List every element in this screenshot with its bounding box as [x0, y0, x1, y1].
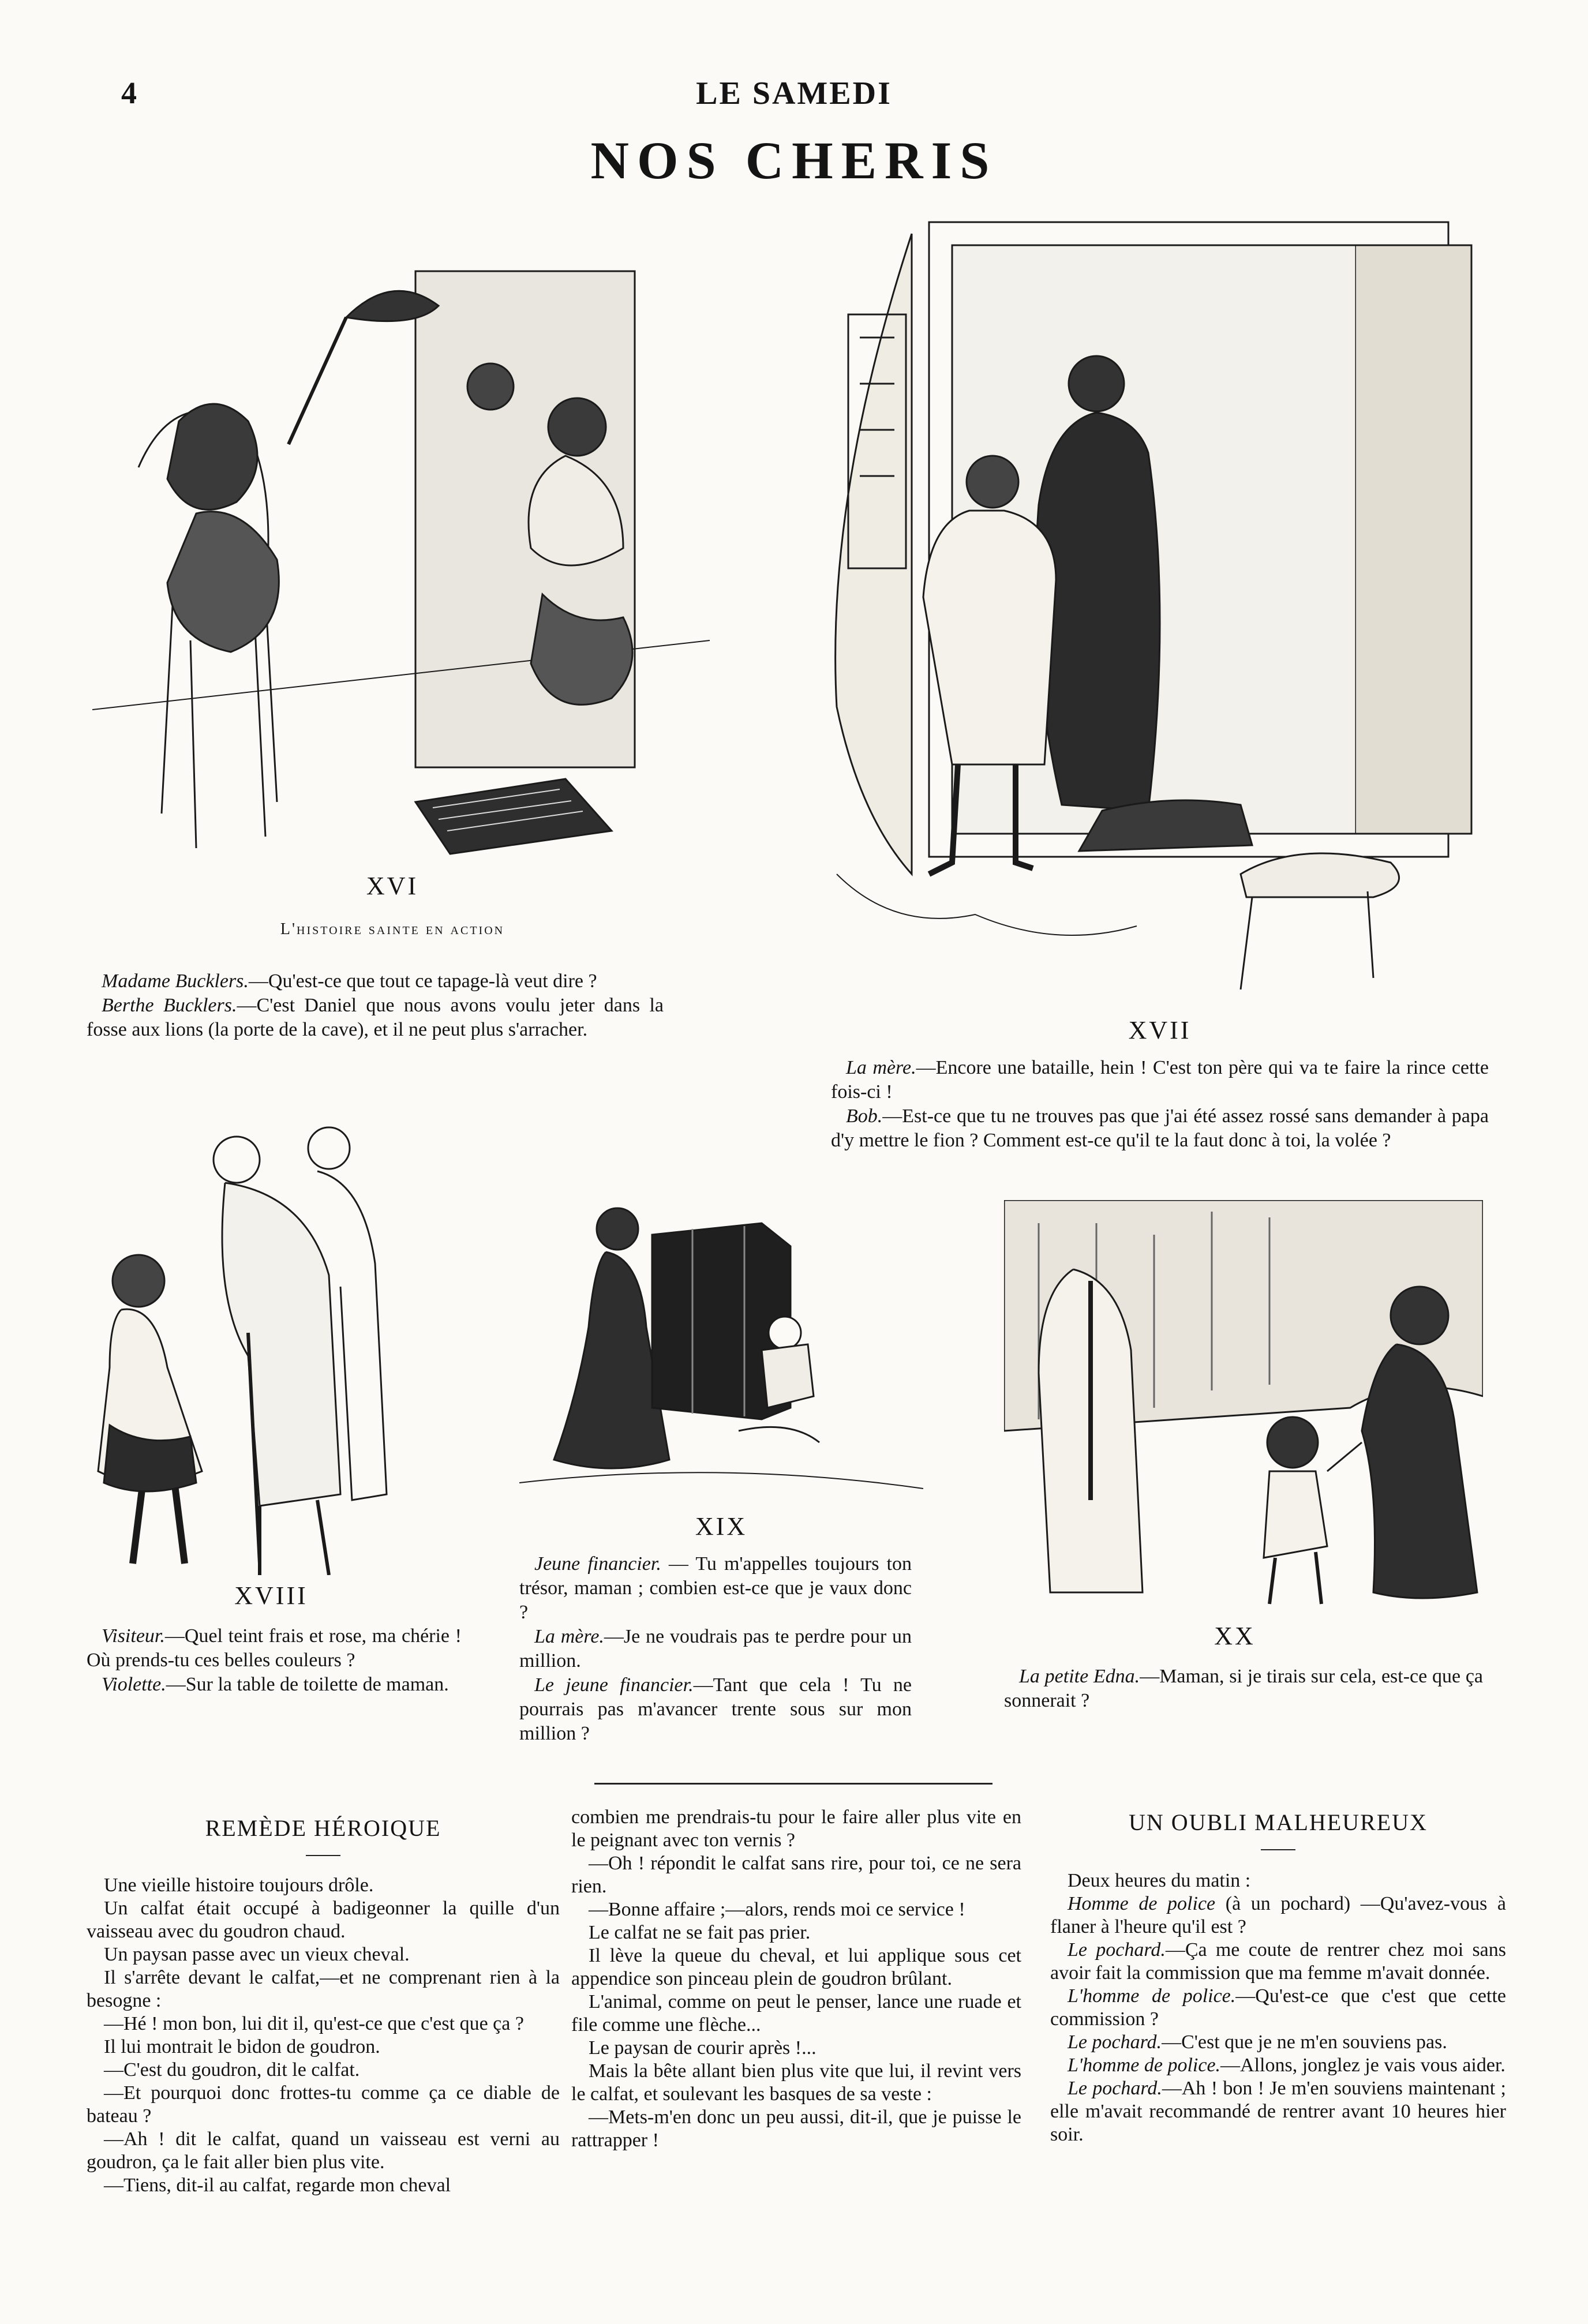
paragraph-continuation: combien me prendrais-tu pour le faire aller plus vite en le peignant avec ton vernis ?	[571, 1806, 1021, 1851]
illustration-xx-drawing	[1004, 1200, 1483, 1615]
speaker: La mère.	[534, 1626, 604, 1647]
paragraph: —Et pourquoi donc frottes-tu comme ça ce diable de bateau ?	[87, 2082, 560, 2127]
paragraph: L'homme de police.—Allons, jonglez je vais vous aider.	[1068, 2055, 1505, 2076]
illustration-xvii	[825, 211, 1483, 1018]
paragraph: —Oh ! répondit le calfat sans rire, pour toi, ce ne sera rien.	[571, 1853, 1021, 1897]
illustration-xvi	[92, 237, 710, 865]
caption-line: Berthe Bucklers.—C'est Daniel que nous avons voulu jeter dans la fosse aux lions (la porte de la cave), et il ne peut plus s'arracher.	[87, 995, 664, 1040]
article-title-un-oubli-malheureux: UN OUBLI MALHEUREUX	[1129, 1809, 1428, 1835]
illustration-xx	[1004, 1200, 1483, 1615]
speaker: Le pochard.	[1068, 1939, 1166, 1961]
paragraph: Le pochard.—Ça me coute de rentrer chez moi sans avoir fait la commission que ma femme m'avait donnée.	[1050, 1939, 1506, 1984]
paragraph: L'animal, comme on peut le penser, lance une ruade et file comme une flèche...	[571, 1991, 1021, 2036]
figure-number-xviii: XVIII	[234, 1581, 308, 1610]
paragraph: Homme de police (à un pochard) —Qu'avez-vous à flaner à l'heure qu'il est ?	[1050, 1893, 1507, 1937]
paragraph: —Hé ! mon bon, lui dit il, qu'est-ce que c'est que ça ?	[104, 2013, 524, 2034]
paragraph: Il lève la queue du cheval, et lui applique sous cet appendice son pinceau plein de goudron brûlant.	[571, 1945, 1021, 1989]
speaker: Berthe Bucklers.	[102, 995, 237, 1016]
speaker: Violette.	[102, 1674, 166, 1695]
paragraph: Le calfat ne se fait pas prier.	[589, 1922, 811, 1943]
article-column-2	[571, 1806, 1021, 2152]
section-divider	[594, 1783, 992, 1785]
speaker: Homme de police	[1068, 1893, 1216, 1914]
paragraph: Deux heures du matin :	[1068, 1870, 1251, 1891]
speaker: Visiteur.	[102, 1625, 165, 1647]
caption-xviii	[87, 1624, 462, 1697]
paragraph: L'homme de police.—Qu'est-ce que c'est que cette commission ?	[1050, 1985, 1506, 2030]
caption-line: Le jeune financier.—Tant que cela ! Tu ne pourrais pas m'avancer trente sous sur mon million ?	[519, 1674, 912, 1744]
paragraph: Le paysan de courir après !...	[589, 2037, 817, 2059]
paragraph: Un paysan passe avec un vieux cheval.	[104, 1944, 410, 1965]
illustration-xix-drawing	[519, 1189, 923, 1500]
caption-line: La petite Edna.—Maman, si je tirais sur cela, est-ce que ça sonnerait ?	[1004, 1666, 1483, 1711]
paragraph: —Ah ! dit le calfat, quand un vaisseau est verni au goudron, ça le fait aller bien plus vite.	[87, 2128, 560, 2173]
paragraph: —Tiens, dit-il au calfat, regarde mon cheval	[104, 2175, 451, 2196]
paragraph: Il s'arrête devant le calfat,—et ne comprenant rien à la besogne :	[87, 1967, 560, 2011]
caption-line: La mère.—Je ne voudrais pas te perdre pour un million.	[519, 1626, 912, 1671]
speaker: L'homme de police.	[1068, 1985, 1236, 2007]
illustration-xvi-drawing	[92, 237, 710, 865]
article-title-remede-heroique: REMÈDE HÉROIQUE	[205, 1815, 441, 1841]
speaker: L'homme de police.	[1068, 2055, 1221, 2076]
caption-line: Bob.—Est-ce que tu ne trouves pas que j'ai été assez rossé sans demander à papa d'y mettre le fion ? Comment est-ce qu'il te la faut donc à toi, la volée ?	[831, 1105, 1489, 1151]
caption-xx	[1004, 1665, 1483, 1713]
illustration-xix	[519, 1189, 923, 1500]
figure-number-xvi: XVI	[366, 872, 419, 900]
caption-xix	[519, 1552, 912, 1746]
figure-number-xix: XIX	[695, 1512, 748, 1540]
paragraph: Mais la bête allant bien plus vite que lui, il revint vers le calfat, et soulevant les basques de sa veste :	[571, 2060, 1021, 2105]
page-title: NOS CHERIS	[590, 131, 998, 190]
title-underline	[306, 1855, 340, 1856]
paragraph: Il lui montrait le bidon de goudron.	[104, 2036, 380, 2057]
title-underline	[1261, 1849, 1295, 1850]
paragraph: —Bonne affaire ;—alors, rends moi ce service !	[589, 1899, 965, 1920]
article-column-3	[1050, 1869, 1506, 2146]
figure-title-xvi: L'histoire sainte en action	[280, 920, 505, 938]
paragraph: —Mets-m'en donc un peu aussi, dit-il, que je puisse le rattrapper !	[571, 2106, 1021, 2151]
figure-number-xx: XX	[1214, 1622, 1256, 1650]
speaker: Le jeune financier.	[534, 1674, 694, 1696]
paragraph: Le pochard.—Ah ! bon ! Je m'en souviens maintenant ; elle m'avait recommandé de rentrer avant 10 heures hier soir.	[1050, 2078, 1507, 2145]
paragraph: Un calfat était occupé à badigeonner la quille d'un vaisseau avec du goudron chaud.	[87, 1898, 560, 1942]
figure-number-xvii: XVII	[1128, 1016, 1192, 1044]
illustration-xviii	[87, 1125, 456, 1575]
publication-name: LE SAMEDI	[696, 76, 892, 111]
caption-line: Visiteur.—Quel teint frais et rose, ma chérie ! Où prends-tu ces belles couleurs ?	[87, 1625, 462, 1671]
speaker: Madame Bucklers.	[102, 970, 249, 992]
caption-line: Jeune financier. — Tu m'appelles toujours ton trésor, maman ; combien est-ce que je vaux donc ?	[519, 1553, 912, 1623]
illustration-xvii-drawing	[825, 211, 1483, 1018]
page-number: 4	[121, 76, 137, 110]
illustration-xviii-drawing	[87, 1125, 456, 1575]
speaker: Bob.	[846, 1105, 883, 1127]
paragraph: Une vieille histoire toujours drôle.	[104, 1875, 374, 1896]
paragraph: —C'est du goudron, dit le calfat.	[104, 2059, 360, 2081]
paragraph: Le pochard.—C'est que je ne m'en souviens pas.	[1068, 2031, 1447, 2053]
speaker: Le pochard.	[1068, 2078, 1162, 2099]
speaker: La petite Edna.	[1019, 1666, 1140, 1687]
caption-line: La mère.—Encore une bataille, hein ! C'est ton père qui va te faire la rince cette fois-ci !	[831, 1057, 1489, 1103]
caption-line: Madame Bucklers.—Qu'est-ce que tout ce tapage-là veut dire ?	[102, 970, 597, 992]
speaker: Jeune financier.	[534, 1553, 661, 1575]
speaker: Le pochard.	[1068, 2031, 1162, 2053]
caption-xvi	[87, 969, 664, 1042]
article-column-1	[87, 1874, 560, 2197]
speaker: La mère.	[846, 1057, 916, 1078]
caption-line: Violette.—Sur la table de toilette de maman.	[102, 1674, 449, 1695]
caption-xvii	[831, 1056, 1489, 1153]
